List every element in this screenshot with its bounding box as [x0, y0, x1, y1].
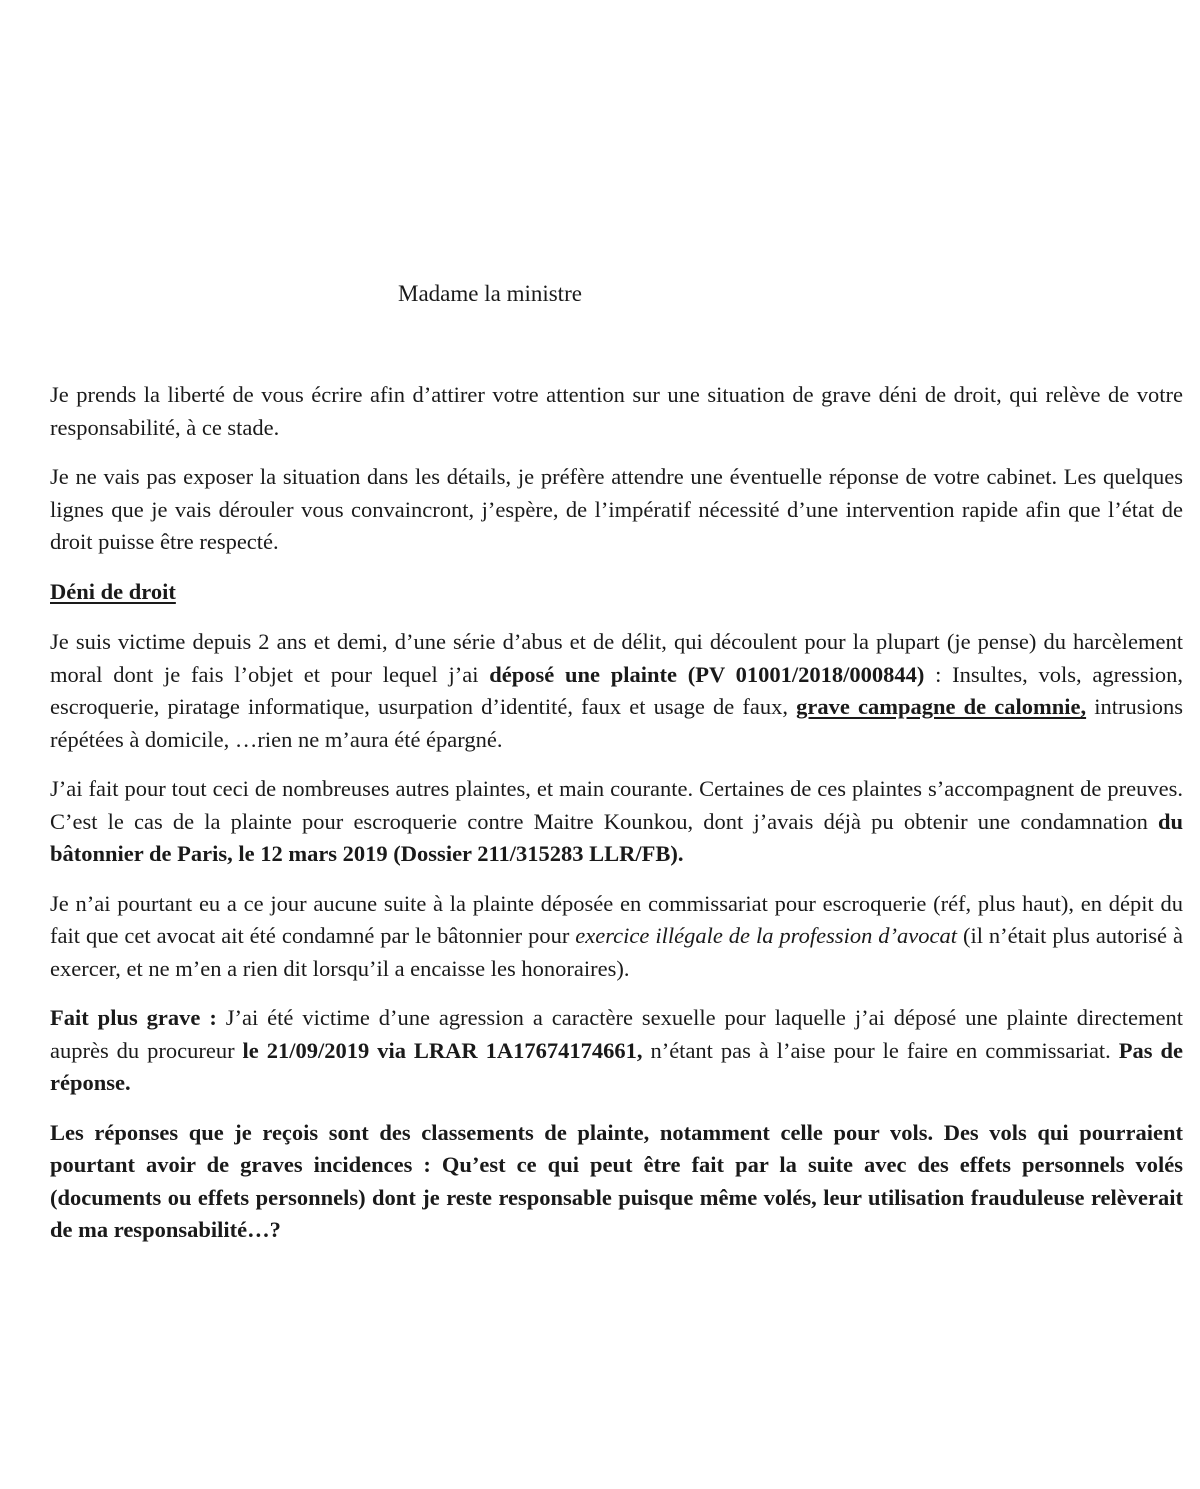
complaint-reference: déposé une plainte (PV 01001/2018/000844) — [489, 661, 925, 687]
text-run: J’ai été victime d’une agression a caractère sexuelle pour laquelle j’ai déposé une plainte directement auprès du procureur — [50, 1005, 1183, 1063]
text-run: intrusions répétées à domicile, …rien ne m’aura été épargné. — [50, 694, 1183, 752]
text-run: n’étant pas à l’aise pour le faire en commissariat. — [642, 1037, 1119, 1063]
calumny-emphasis: grave campagne de calomnie, — [796, 694, 1087, 719]
text-run: : Insultes, vols, agression, escroquerie, piratage informatique, usurpation d’identité, faux et usage de faux, — [50, 661, 1183, 719]
emphasis-label: Fait plus grave : — [50, 1005, 217, 1030]
text-run: Je n’ai pourtant eu a ce jour aucune suite à la plainte déposée en commissariat pour escroquerie (réf, plus haut), en dépit du fait que cet avocat ait été condamné par le bâtonnier pour — [50, 890, 1183, 948]
salutation: Madame la ministre — [398, 281, 582, 306]
paragraph-intro: Je prends la liberté de vous écrire afin d’attirer votre attention sur une situation de grave déni de droit, qui relève de votre responsabilité, à ce stade. — [50, 382, 1183, 440]
offense-name: exercice illégale de la profession d’avocat — [575, 923, 958, 948]
text-run: Je suis victime depuis 2 ans et demi, d’une série d’abus et de délit, qui découlent pour la plupart (je pense) du harcèlement moral dont je fais l’objet et pour lequel j’ai — [50, 629, 1183, 687]
paragraph-context: Je ne vais pas exposer la situation dans les détails, je préfère attendre une éventuelle réponse de votre cabinet. Les quelques lignes que je vais dérouler vous convaincront, j’espère, de l’impératif nécessité d’une intervention rapide afin que l’état de droit puisse être respecté. — [50, 464, 1183, 554]
paragraph-complaints — [50, 773, 1183, 871]
lrar-reference: le 21/09/2019 via LRAR 1A17674174661, — [242, 1037, 643, 1063]
section-heading — [50, 576, 1183, 609]
section-heading-text: Déni de droit — [50, 578, 176, 604]
text-run: J’ai fait pour tout ceci de nombreuses autres plaintes, et main courante. Certaines de ces plaintes s’accompagnent de preuves. C’est le cas de la plainte pour escroquerie contre Maitre Kounkou, dont j’avais déjà pu obtenir une condamnation — [50, 776, 1183, 834]
bar-decision-reference: du bâtonnier de Paris, le 12 mars 2019 (Dossier 211/315283 LLR/FB). — [50, 808, 1183, 866]
paragraph-harassment — [50, 626, 1183, 756]
paragraph-no-follow-up — [50, 888, 1183, 986]
paragraph-closing-question: Les réponses que je reçois sont des classements de plainte, notamment celle pour vols. Des vols qui pourraient pourtant avoir de graves incidences : Qu’est ce qui peut être fait par la suite avec des effets personnels volés (documents ou effets personnels) dont je reste responsable puisque même volés, leur utilisation frauduleuse relèverait de ma responsabilité…? — [50, 1119, 1183, 1242]
letter-body — [50, 379, 1183, 1264]
text-run: (il n’était plus autorisé à exercer, et ne m’en a rien dit lorsqu’il a encaisse les honoraires). — [50, 923, 1183, 981]
no-response-note: Pas de réponse. — [50, 1037, 1183, 1095]
paragraph-aggression — [50, 1002, 1183, 1100]
